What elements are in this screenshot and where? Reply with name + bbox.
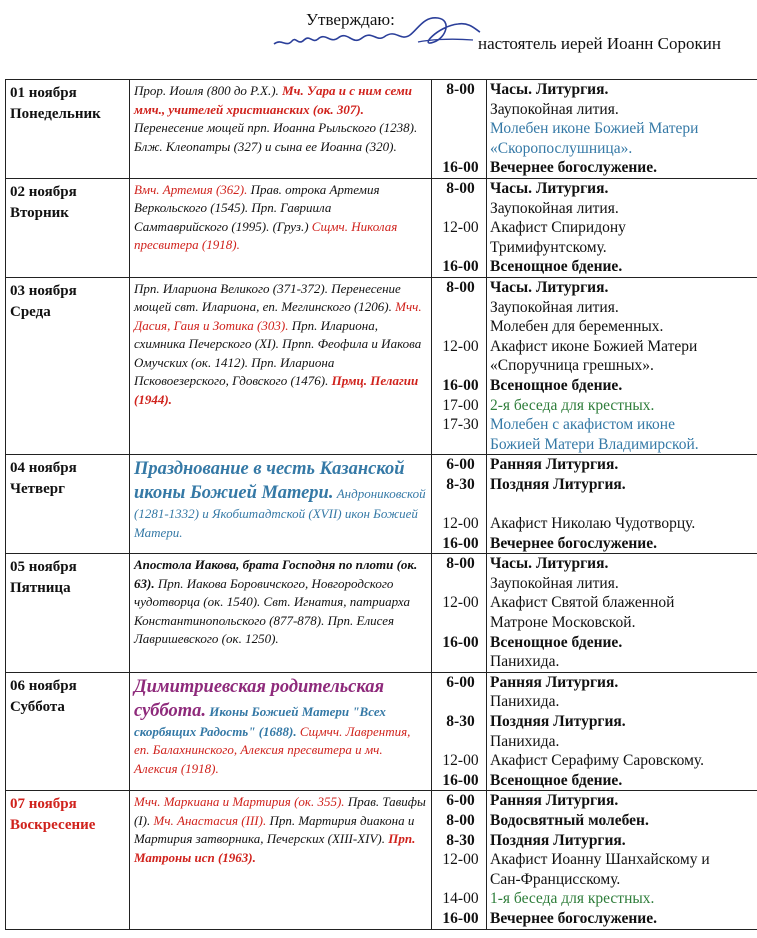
times-cell	[432, 80, 487, 179]
day-of-week: Вторник	[10, 204, 69, 221]
service-time: 12-00	[442, 851, 479, 869]
service-time: 12-00	[442, 515, 479, 533]
service-time	[432, 298, 486, 318]
day-of-week: Четверг	[10, 481, 65, 498]
saint-commemoration: Прп. Мартирия диакона и Мартирия затворника, Печерских (XIII-XIV).	[134, 812, 415, 847]
service-item: Молебен для беременных.	[490, 318, 664, 336]
service-time	[432, 139, 486, 159]
service-item: Вечернее богослужение.	[490, 159, 657, 177]
service-item: Акафист Иоанну Шанхайскому и	[490, 851, 710, 869]
saint-commemoration: Прп. Матроны исп (1963).	[134, 831, 416, 865]
service-time	[432, 574, 486, 594]
saint-commemoration: Сщмчч. Лаврентия, еп. Балахнинского, Алексия пресвитера и мч. Алексия (1918).	[134, 723, 411, 776]
service-item: «Споручница грешных».	[490, 357, 654, 375]
service-item: Поздняя Литургия.	[490, 475, 626, 493]
saint-commemoration: Мч. Уара и с ним семи ммч., учителей христианских (ок. 307).	[134, 83, 413, 117]
saint-commemoration: Вмч. Артемия (362).	[134, 181, 248, 197]
service-time: 12-00	[442, 337, 479, 355]
document-header	[0, 0, 757, 78]
service-time: 8-00	[446, 811, 475, 829]
service-item: Заупокойная лития.	[490, 199, 619, 217]
service-time: 17-00	[442, 396, 479, 414]
date-cell	[6, 80, 130, 179]
date-cell	[6, 178, 130, 277]
service-item: Вечернее богослужение.	[490, 534, 657, 552]
day-date: 04 ноября	[10, 460, 77, 477]
saint-commemoration: Прор. Иоиля (800 до Р.Х.).	[134, 83, 283, 98]
service-item: Вечернее богослужение.	[490, 909, 657, 927]
service-item: Часы. Литургия.	[490, 278, 609, 296]
day-row	[6, 178, 757, 277]
saint-commemoration: Мчч. Дасия, Гаия и Зотика (303).	[134, 299, 422, 333]
day-row	[6, 277, 757, 454]
date-cell	[6, 455, 130, 554]
service-item: Поздняя Литургия.	[490, 713, 626, 730]
service-item: Часы. Литургия.	[490, 81, 609, 98]
times-cell	[432, 455, 487, 554]
service-time	[432, 613, 486, 633]
saint-commemoration: Празднование в честь Казанской иконы Божией Матери.	[134, 459, 405, 504]
saint-commemoration: Перенесение мощей прп. Иоанна Рыльского (1238). Блж. Клеопатры (327) и сына ее Иоанна (320).	[134, 120, 418, 154]
service-time	[432, 494, 486, 514]
saint-commemoration: Прав. Тавифы (I).	[134, 794, 426, 828]
day-date: 02 ноября	[10, 183, 77, 200]
services-cell	[487, 791, 757, 929]
service-time: 16-00	[442, 633, 479, 651]
saint-commemoration: Прп. Илариона, схимника Печерского (XI). Прпп. Феофила и Иакова Омучских (ок. 1412). Прп. Илариона Псковоезерского, Гдовского (1476).	[134, 317, 422, 389]
saint-commemoration: Мч. Анастасия (III).	[153, 812, 267, 828]
service-item: Акафист Серафиму Саровскому.	[490, 752, 704, 770]
service-item: Заупокойная лития.	[490, 574, 619, 592]
service-time	[432, 732, 486, 752]
service-time	[432, 652, 486, 672]
service-item: Панихида.	[490, 693, 560, 711]
day-of-week: Суббота	[10, 698, 65, 715]
service-time: 8-30	[446, 713, 475, 730]
saint-commemoration: Димитриевская родительская суббота.	[134, 676, 385, 721]
service-time: 6-00	[446, 673, 475, 691]
service-time: 12-00	[442, 594, 479, 612]
service-item: Молебен с акафистом иконе	[490, 416, 675, 434]
service-time: 8-00	[446, 278, 475, 296]
saint-commemoration: Андрониковской (1281-1332) и Якобштадтской (XVII) икон Божией Матери.	[134, 486, 426, 540]
service-item: Тримифунтскому.	[490, 238, 607, 256]
saint-commemoration: Сщмч. Николая пресвитера (1918).	[134, 218, 398, 253]
day-row	[6, 554, 757, 673]
times-cell	[432, 277, 487, 454]
service-item: Заупокойная лития.	[490, 298, 619, 316]
service-time: 16-00	[442, 258, 479, 276]
service-time: 16-00	[442, 534, 479, 552]
service-time	[432, 870, 486, 890]
service-item: Часы. Литургия.	[490, 179, 609, 197]
saint-commemoration: Прп. Илариона Великого (371-372). Перенесение мощей свт. Илариона, еп. Меглинского (1206).	[134, 280, 401, 315]
service-time: 6-00	[446, 456, 475, 474]
times-cell	[432, 791, 487, 929]
service-item: Акафист Николаю Чудотворцу.	[490, 515, 696, 533]
service-time: 16-00	[442, 771, 479, 789]
saint-commemoration: Иконы Божией Матери "Всех скорбящих Радость" (1688).	[134, 703, 386, 739]
day-of-week: Понедельник	[10, 106, 101, 122]
service-item: 2-я беседа для крестных.	[490, 396, 655, 414]
service-item: Ранняя Литургия.	[490, 792, 619, 810]
service-item	[487, 494, 757, 514]
saints-cell	[130, 791, 432, 929]
service-time	[432, 199, 486, 219]
service-item: Заупокойная лития.	[490, 100, 619, 118]
service-time	[432, 317, 486, 337]
service-item: Всенощное бдение.	[490, 771, 623, 789]
service-item: Поздняя Литургия.	[490, 831, 626, 849]
schedule-table	[5, 79, 757, 930]
service-item: Ранняя Литургия.	[490, 456, 619, 474]
service-time: 8-00	[446, 81, 475, 98]
day-row	[6, 80, 757, 179]
service-item: 1-я беседа для крестных.	[490, 890, 655, 908]
rector-signature-line: настоятель иерей Иоанн Сорокин	[478, 34, 721, 53]
service-time	[432, 356, 486, 376]
service-time: 8-00	[446, 179, 475, 197]
service-item: Акафист иконе Божией Матери	[490, 337, 698, 355]
saints-cell	[130, 277, 432, 454]
day-row	[6, 791, 757, 929]
services-cell	[487, 672, 757, 791]
service-item: Панихида.	[490, 732, 560, 750]
service-item: «Скоропослушница».	[490, 139, 633, 157]
saints-cell	[130, 178, 432, 277]
service-item: Молебен иконе Божией Матери	[490, 120, 699, 138]
service-item: Панихида.	[490, 653, 560, 671]
service-time: 16-00	[442, 909, 479, 927]
services-cell	[487, 178, 757, 277]
service-item: Ранняя Литургия.	[490, 673, 619, 691]
service-item: Акафист Святой блаженной	[490, 594, 675, 612]
day-row	[6, 455, 757, 554]
day-row	[6, 672, 757, 791]
service-item: Сан-Франциcскому.	[490, 870, 621, 888]
service-time: 14-00	[442, 890, 479, 908]
saint-commemoration: Прав. отрока Артемия Веркольского (1545). Прп. Гавриила Самтаврийского (1995). (Груз.)	[134, 181, 380, 234]
service-time: 16-00	[442, 376, 479, 394]
saints-cell	[130, 455, 432, 554]
saints-cell	[130, 554, 432, 673]
times-cell	[432, 178, 487, 277]
saint-commemoration: Прп. Иакова Боровичского, Новгородского чудотворца (ок. 1540). Свт. Игнатия, патриарха Константинопольского (877-878). Прп. Елисея Лавришевского (ок. 1250).	[134, 575, 410, 647]
saint-commemoration: Апостола Иакова, брата Господня по плоти (ок. 63).	[134, 557, 418, 591]
saint-commemoration: Мчч. Маркиана и Мартирия (ок. 355).	[134, 794, 345, 810]
day-of-week: Воскресение	[10, 817, 96, 834]
date-cell	[6, 277, 130, 454]
date-cell	[6, 672, 130, 791]
day-date: 05 ноября	[10, 559, 77, 576]
service-time: 17-30	[442, 416, 479, 434]
saints-cell	[130, 80, 432, 179]
day-of-week: Среда	[10, 303, 51, 320]
times-cell	[432, 554, 487, 673]
approval-label: Утверждаю:	[306, 10, 395, 29]
service-time	[432, 435, 486, 455]
times-cell	[432, 672, 487, 791]
service-time	[432, 692, 486, 712]
service-time	[432, 238, 486, 258]
service-time: 12-00	[442, 752, 479, 770]
signature	[268, 8, 483, 56]
service-item: Матроне Московской.	[490, 614, 636, 632]
service-item: Водосвятный молебен.	[490, 811, 649, 829]
day-date: 03 ноября	[10, 282, 77, 299]
service-time: 8-30	[446, 475, 475, 493]
day-of-week: Пятница	[10, 580, 71, 597]
day-date: 07 ноября	[10, 796, 77, 813]
service-time	[432, 100, 486, 120]
service-item: Часы. Литургия.	[490, 555, 609, 573]
date-cell	[6, 791, 130, 929]
day-date: 01 ноября	[10, 85, 77, 101]
service-item: Акафист Спиридону	[490, 219, 626, 237]
saints-cell	[130, 672, 432, 791]
service-item: Всенощное бдение.	[490, 376, 623, 394]
service-time	[432, 119, 486, 139]
day-date: 06 ноября	[10, 677, 77, 694]
service-time: 8-30	[446, 831, 475, 849]
saint-commemoration: Прмц. Пелагии (1944).	[134, 373, 419, 407]
service-item: Всенощное бдение.	[490, 633, 623, 651]
service-time: 16-00	[442, 159, 479, 177]
service-item: Божией Матери Владимирской.	[490, 435, 699, 453]
service-time: 12-00	[442, 219, 479, 237]
services-cell	[487, 554, 757, 673]
services-cell	[487, 277, 757, 454]
service-time: 6-00	[446, 792, 475, 810]
services-cell	[487, 80, 757, 179]
date-cell	[6, 554, 130, 673]
service-item: Всенощное бдение.	[490, 258, 623, 276]
service-time: 8-00	[446, 555, 475, 573]
services-cell	[487, 455, 757, 554]
